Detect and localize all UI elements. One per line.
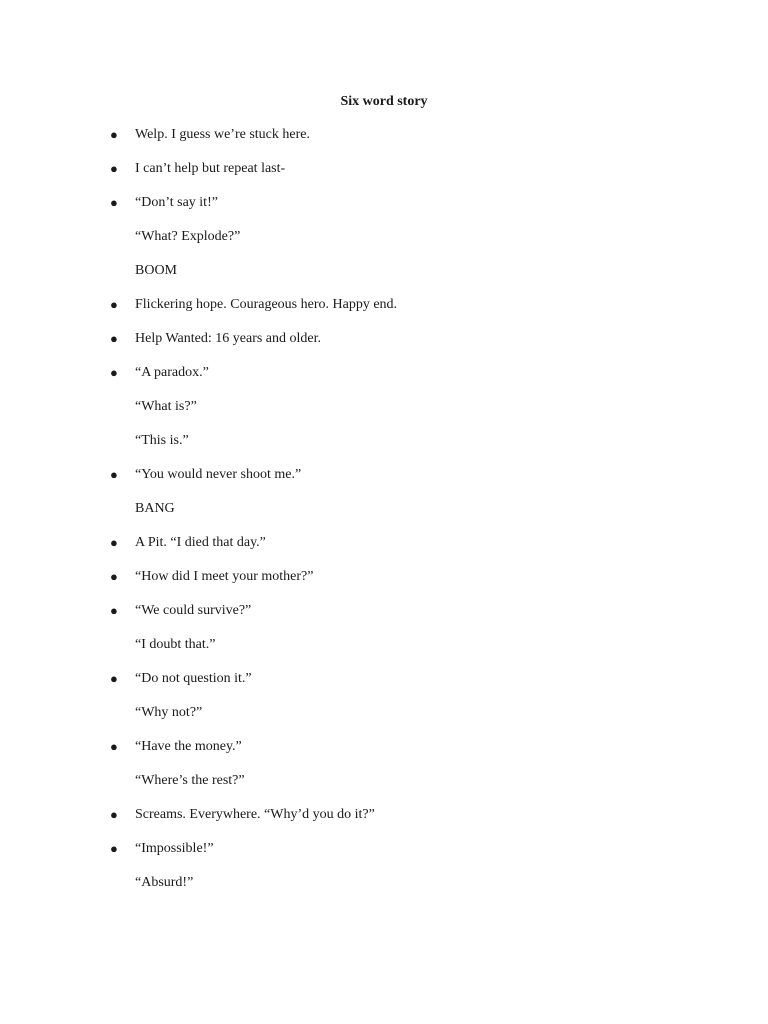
story-text: “Do not question it.” [135, 671, 252, 686]
bullet-icon: ● [110, 739, 118, 754]
story-bullet-item [110, 160, 710, 194]
story-text: “How did I meet your mother?” [135, 569, 314, 584]
bullet-icon: ● [110, 467, 118, 482]
bullet-icon: ● [110, 195, 118, 210]
story-bullet-item [110, 364, 710, 398]
bullet-icon: ● [110, 569, 118, 584]
bullet-icon: ● [110, 535, 118, 550]
story-text: “I doubt that.” [135, 637, 216, 652]
story-continuation-line [110, 874, 710, 908]
story-bullet-item [110, 194, 710, 228]
story-text: Help Wanted: 16 years and older. [135, 331, 322, 346]
story-bullet-item [110, 840, 710, 874]
story-text: BANG [135, 501, 175, 516]
story-text: “What? Explode?” [135, 229, 241, 244]
story-text: “This is.” [135, 433, 189, 448]
story-text: Welp. I guess we’re stuck here. [135, 127, 310, 142]
story-text: “You would never shoot me.” [135, 467, 302, 482]
story-bullet-item [110, 534, 710, 568]
document-title: Six word story [340, 94, 428, 109]
story-bullet-item [110, 330, 710, 364]
bullet-icon: ● [110, 807, 118, 822]
story-text: “A paradox.” [135, 365, 209, 380]
story-continuation-line [110, 636, 710, 670]
story-bullet-item [110, 568, 710, 602]
story-bullet-item [110, 738, 710, 772]
story-text: “Have the money.” [135, 739, 242, 754]
story-text: BOOM [135, 263, 178, 278]
story-continuation-line [110, 262, 710, 296]
story-list [110, 126, 710, 908]
story-text: “Why not?” [135, 705, 203, 720]
bullet-icon: ● [110, 603, 118, 618]
story-continuation-line [110, 398, 710, 432]
story-text: Flickering hope. Courageous hero. Happy end. [135, 297, 398, 312]
story-continuation-line [110, 228, 710, 262]
bullet-icon: ● [110, 161, 118, 176]
story-text: “Impossible!” [135, 841, 214, 856]
story-bullet-item [110, 296, 710, 330]
story-text: “Absurd!” [135, 875, 194, 890]
story-bullet-item [110, 806, 710, 840]
bullet-icon: ● [110, 671, 118, 686]
bullet-icon: ● [110, 841, 118, 856]
story-text: Screams. Everywhere. “Why’d you do it?” [135, 807, 375, 822]
story-continuation-line [110, 772, 710, 806]
bullet-icon: ● [110, 127, 118, 142]
bullet-icon: ● [110, 297, 118, 312]
story-bullet-item [110, 670, 710, 704]
story-text: I can’t help but repeat last- [135, 161, 286, 176]
story-text: “We could survive?” [135, 603, 252, 618]
story-text: A Pit. “I died that day.” [135, 535, 266, 550]
story-continuation-line [110, 432, 710, 466]
story-continuation-line [110, 500, 710, 534]
story-text: “Don’t say it!” [135, 195, 218, 210]
bullet-icon: ● [110, 331, 118, 346]
story-continuation-line [110, 704, 710, 738]
story-text: “What is?” [135, 399, 197, 414]
story-text: “Where’s the rest?” [135, 773, 245, 788]
bullet-icon: ● [110, 365, 118, 380]
story-bullet-item [110, 126, 710, 160]
story-bullet-item [110, 466, 710, 500]
story-bullet-item [110, 602, 710, 636]
